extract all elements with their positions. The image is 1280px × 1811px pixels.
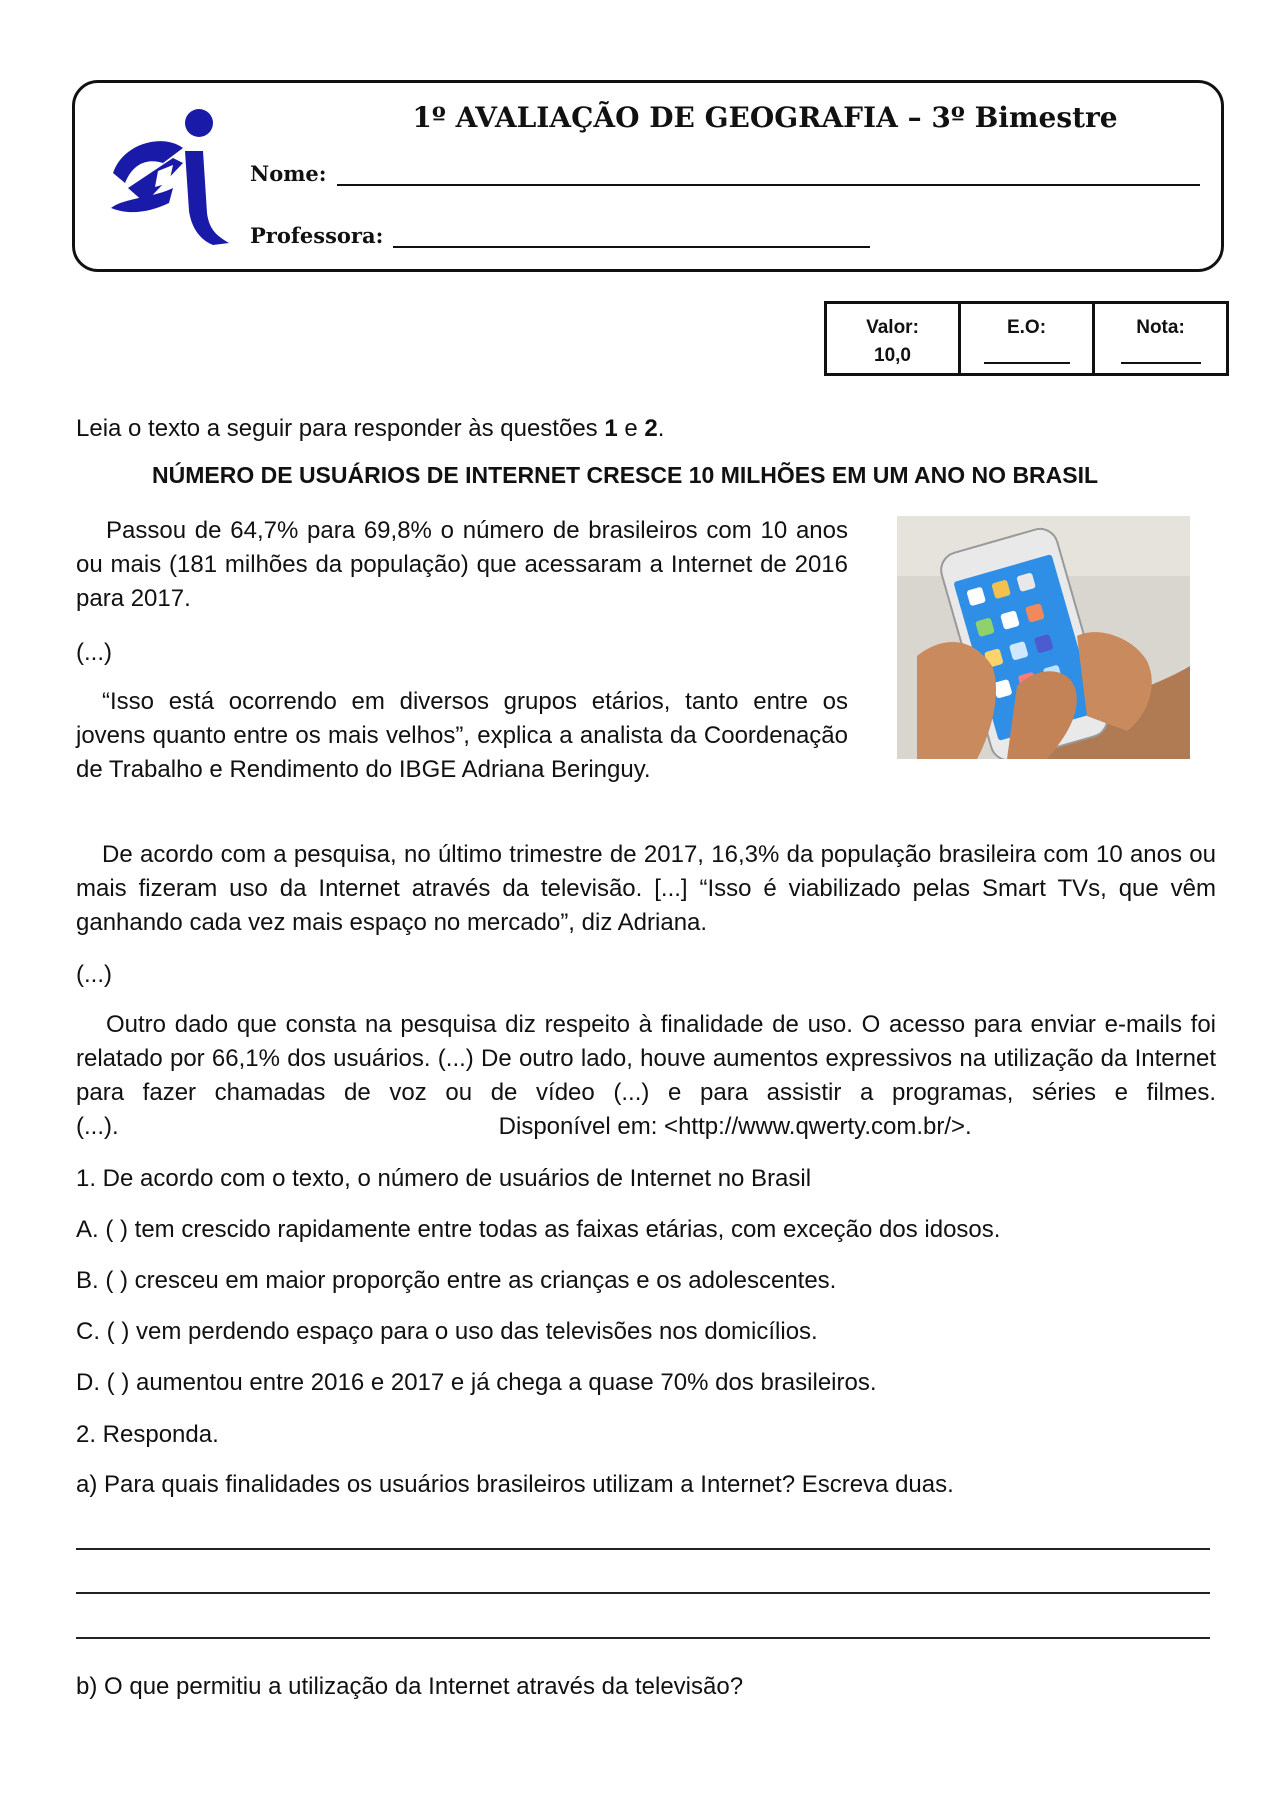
article-headline: NÚMERO DE USUÁRIOS DE INTERNET CRESCE 10 MILHÕES EM UM ANO NO BRASIL	[152, 462, 1099, 488]
teacher-label: Professora:	[250, 223, 384, 248]
intro-text: Leia o texto a seguir para responder às questões 1 e 2.	[76, 415, 665, 442]
option-b[interactable]: B. ( ) cresceu em maior proporção entre as crianças e os adolescentes.	[76, 1267, 837, 1294]
valor-cell	[826, 303, 960, 375]
article-paragraph-4: Outro dado que consta na pesquisa diz respeito à finalidade de uso. O acesso para enviar e-mails foi relatado por 66,1% dos usuários. (...) De outro lado, houve aumentos expressivos na utilização da Internet para fazer chamadas de voz ou de vídeo (...) e para assistir a programas, séries e filmes. (...). Disponível em: <http://www.qwerty.com.br/>.	[76, 1011, 1216, 1140]
article-paragraph-1: Passou de 64,7% para 69,8% o número de brasileiros com 10 anos ou mais (181 milhões da população) que acessaram a Internet de 2016 para 2017.	[76, 517, 848, 612]
ellipsis-2: (...)	[76, 961, 112, 988]
question-1-prompt: 1. De acordo com o texto, o número de usuários de Internet no Brasil	[76, 1165, 812, 1192]
grade-table	[824, 301, 1229, 376]
smartphone-photo	[897, 516, 1190, 759]
eo-label: E.O:	[1006, 317, 1047, 338]
valor-label: Valor:	[866, 317, 919, 338]
eo-blank[interactable]	[984, 342, 1070, 364]
teacher-field[interactable]	[250, 223, 870, 248]
question-2b: b) O que permitiu a utilização da Internet através da televisão?	[76, 1673, 744, 1700]
article-paragraph-3: De acordo com a pesquisa, no último trimestre de 2017, 16,3% da população brasileira com 10 anos ou mais fizeram uso da Internet através da televisão. [...] “Isso é viabilizado pelas Smart TVs, que vêm ganhando cada vez mais espaço no mercado”, diz Adriana.	[76, 841, 1216, 936]
answer-line[interactable]	[76, 1548, 1210, 1550]
answer-line[interactable]	[76, 1592, 1210, 1594]
teacher-line[interactable]	[393, 224, 870, 248]
nota-blank[interactable]	[1121, 342, 1201, 364]
ellipsis-1: (...)	[76, 639, 112, 666]
valor-value: 10,0	[874, 345, 911, 366]
school-logo	[103, 103, 233, 253]
exam-title: 1º AVALIAÇÃO DE GEOGRAFIA – 3º Bimestre	[412, 101, 1118, 134]
name-line[interactable]	[337, 162, 1200, 186]
name-label: Nome:	[250, 161, 327, 186]
option-a[interactable]: A. ( ) tem crescido rapidamente entre todas as faixas etárias, com exceção dos idosos.	[76, 1216, 1001, 1243]
question-2-prompt: 2. Responda.	[76, 1421, 219, 1448]
name-field[interactable]	[250, 161, 1200, 186]
question-2a: a) Para quais finalidades os usuários brasileiros utilizam a Internet? Escreva duas.	[76, 1471, 954, 1498]
nota-cell[interactable]	[1094, 303, 1228, 375]
option-d[interactable]: D. ( ) aumentou entre 2016 e 2017 e já chega a quase 70% dos brasileiros.	[76, 1369, 877, 1396]
option-c[interactable]: C. ( ) vem perdendo espaço para o uso das televisões nos domicílios.	[76, 1318, 818, 1345]
article-source: Disponível em: <http://www.qwerty.com.br/>.	[498, 1113, 972, 1140]
eo-cell[interactable]	[960, 303, 1094, 375]
answer-line[interactable]	[76, 1637, 1210, 1639]
article-paragraph-2: “Isso está ocorrendo em diversos grupos etários, tanto entre os jovens quanto entre os mais velhos”, explica a analista da Coordenação de Trabalho e Rendimento do IBGE Adriana Beringuy.	[76, 688, 848, 783]
nota-label: Nota:	[1136, 317, 1185, 338]
header-box	[72, 80, 1224, 272]
